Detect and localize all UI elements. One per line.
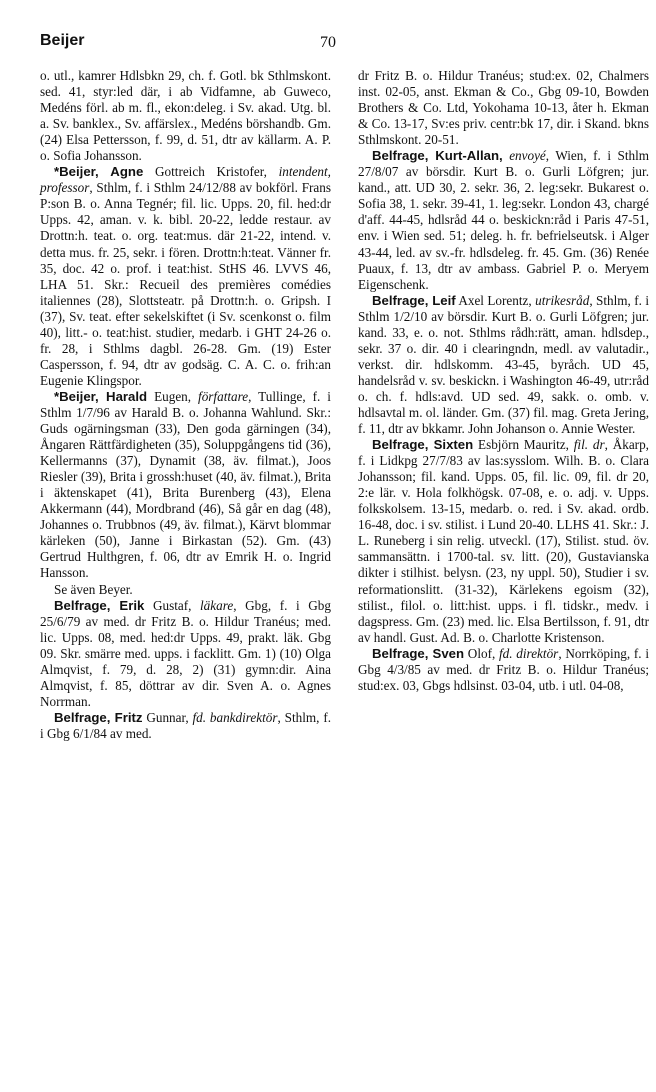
entry-kurt-allan-belfrage bbox=[358, 148, 649, 292]
continued-entry-text: dr Fritz B. o. Hildur Tranéus; stud:ex. 02, Chalmers inst. 02-05, anst. Ekman & Co., Gbg 09-10, Bowden Brothers & Co. Ltd, Yokohama 10-13, åter h. Ekman & Co. 13-17, Sv:es priv. centr:bk 17, dir. i Skand. bkns Sthlmskont. 20-51. bbox=[358, 68, 649, 148]
entry-headword: Belfrage, Fritz bbox=[54, 709, 143, 725]
entry-leif-belfrage bbox=[358, 293, 649, 437]
entry-title: fd. bankdirektör bbox=[192, 709, 278, 725]
entry-body: , Sthlm, f. i Sthlm 1/2/10 av börsdir. Kurt B. o. Gurli Löfgren; jur. kand. 33, e. o. not. Sthlms rådh:rätt, aman. hdlsdep., sekr. 37 o. dir. 40 i clearingndn, medl. av valutadir., verkst. dir. hdlskomm. 43-45, byråch. UD 45, handelsråd v. sv. beskickn. i Washington 46-49, utr:råd o. ch. f. hdls:avd. UD sed. 49, sakk. o. omb. v. hdlsavtal m. ol. länder. Gm. (37) fil. mag. Greta Jering, f. 11, dtr av bkkamr. John Johanson o. Annie Wester. bbox=[358, 292, 649, 437]
entry-title: fil. dr bbox=[573, 437, 605, 453]
right-column bbox=[358, 68, 649, 694]
entry-given-names: Gustaf, bbox=[144, 597, 201, 613]
entry-title: läkare bbox=[200, 597, 234, 613]
entry-body: , Tullinge, f. i Sthlm 1/7/96 av Harald B. o. Johanna Wahlund. Skr.: Guds ogärningsman (33), Den goda gärningen (34), Ångaren Rättfärdigheten (35), Soluppgångens tid (36), Kellermanns (37), Dynamit (38, äv. filmat.), Joos Riesler (39), Brita i grossh:huset (40, äv. filmat.), Brita i äktenskapet (41), Brita Burenberg (43), Elena Akkermann (44), Mordbrand (46), Så går en dag (48), Johannes o. Trubbnos (49, äv. filmat.), Kärvt blommar kärleken (50), Janne i Birkastan (52). Gm. (43) Gertrud Hulthgren, f. 06, dtr av Emrik H. o. Ingrid Hansson. bbox=[40, 388, 331, 581]
entry-headword: Belfrage, Sven bbox=[372, 645, 465, 661]
entry-given-names: Olof, bbox=[464, 645, 500, 661]
entry-body: , Wien, f. i Sthlm 27/8/07 av börsdir. Kurt B. o. Gurli Löfgren; jur. kand., att. UD 30, 2. sekr. 36, 2. leg:sekr. Bukarest o. Sofia 38, 1. sekr. 39-41, 1. leg:sekr. London 43, chargé d'aff. 44-45, hdlsråd 44 o. beskickn:råd i Paris 47-51, env. i Wien sed. 51; deleg. h. fr. befrielseutsk. i Alger 43-44, led. av sv.-fr. hdlsdeleg. fr. 45. Gm. (36) Renée Puaux, f. 13, dtr av ambass. Gabriel P. o. Meryem Eigenschenk. bbox=[358, 148, 649, 292]
continued-entry-text: o. utl., kamrer Hdlsbkn 29, ch. f. Gotl. bk Sthlmskont. sed. 41, styr:led där, i ab Vidfamne, ab Guweco, Medéns förl. ab m. fl., ekon:deleg. i Sv. akad. Utg. bl. a. Sv. banklex., Sv. affärslex., Medéns börshandb. Gm. (24) Elsa Pettersson, f. 99, d. 51, dtr av källarm. A. P. o. Sofia Johansson. bbox=[40, 68, 331, 164]
entry-headword: Belfrage, Erik bbox=[54, 597, 145, 613]
entry-body: , Åkarp, f. i Lidkpg 27/7/83 av las:sysslom. Wilh. B. o. Clara Johansson; fil. kand. Upps. 05, fil. lic. 09, fil. dr 20, 2:e lär. v. Hola folkhögsk. 07-08, e. o. adj. v. Upps. folkskolsem. 13-15, medarb. o. red. i Sv. akad. ordb. 16-48, doc. i sv. stilist. i Lund 20-40. LLHS 41. Skr.: J. L. Runeberg i sin relig. utveckl. (17), Stilist. stud. öv. sammansättn. i 1700-tal. sv. litt. (20), Gustavianska dikter i stilhist. belysn. (23, ny uppl. 50), Studier i sv. reformationslitt. (31-32), Kärlekens egoism (32), stilist., filol. o. litt:hist. upps. i fl. tidskr., medv. i dagspress. Gm. (23) med. lic. Elsa Bertilsson, f. 91, dtr av handl. Gust. Ad. B. o. Charlotte Kristenson. bbox=[358, 437, 649, 645]
entry-body: , Sthlm, f. i Gbg 6/1/84 av med. bbox=[40, 709, 332, 741]
running-head-name: Beijer bbox=[40, 32, 85, 49]
entry-title: utrikesråd bbox=[535, 292, 590, 308]
entry-given-names: Axel Lorentz, bbox=[455, 292, 536, 308]
page-number: 70 bbox=[320, 34, 336, 51]
entry-body: , Sthlm, f. i Sthlm 24/12/88 av bokförl. Frans P:son B. o. Anna Tegnér; fil. lic. Upps. 20, fil. hed:dr Upps. 42, aman. v. k. bibl. 20-22, ledde restaur. av Drottn:h. teat. o. org. teat:mus. där 21-22, intend. v. detta mus. fr. 25, sekr. i fören. Drottn:h:teat. Vänner fr. 35, doc. 42 o. prof. i teat:hist. StHS 46. LVVS 46, LHA 51. Skr.: Recueil des premières comédies italiennes (28), Slottsteatr. på Drottn:h. o. Gripsh. I (37), Sv. teat. efter sekelskiftet (i Sv. scenkonst o. film 40), litt.- o. teat:hist. studier, medarb. i GHT 24-26 o. fr. 28, i Sthlms dagbl. 26-28. Gm. (19) Ester Caspersson, f. 94, dtr av godsäg. C. A. C. o. frih:an Eugenie Klingspor. bbox=[40, 180, 331, 388]
entry-title: fd. direktör bbox=[499, 645, 559, 661]
entry-given-names: Esbjörn Mauritz, bbox=[473, 437, 574, 453]
entry-body: , Norrköping, f. i Gbg 4/3/85 av med. dr Fritz B. o. Hildur Tranéus; stud:ex. 03, Gbgs hdlsinst. 03-04, utb. i utl. 04-08, bbox=[358, 645, 649, 693]
entry-harald-beijer bbox=[40, 389, 331, 582]
entry-title: intendent, professor bbox=[40, 164, 331, 196]
entry-headword: Belfrage, Kurt-Allan, bbox=[372, 148, 503, 164]
entry-headword: *Beijer, Harald bbox=[54, 388, 148, 404]
entry-agne-beijer bbox=[40, 164, 331, 389]
entry-erik-belfrage bbox=[40, 598, 331, 710]
see-also-reference: Se även Beyer. bbox=[54, 581, 133, 597]
entry-given-names: Gottreich Kristofer, bbox=[143, 164, 279, 180]
entry-headword: Belfrage, Sixten bbox=[372, 437, 474, 453]
entry-title: envoyé bbox=[509, 148, 546, 164]
entry-given-names: Eugen, bbox=[147, 388, 199, 404]
running-head bbox=[40, 32, 616, 56]
entry-headword: *Beijer, Agne bbox=[54, 164, 144, 180]
entry-body: , Gbg, f. i Gbg 25/6/79 av med. dr Fritz B. o. Hildur Tranéus; med. lic. Upps. 08, med. hed:dr Upps. 49, prakt. läk. Gbg 09. Skr. smärre med. upps. i facklitt. Gm. 1) (10) Olga Almqvist, f. 79, d. 28, 2) (31) gymn:dir. Aina Almqvist, f. 85, döttrar av dir. Sven A. o. Agnes Norrman. bbox=[40, 597, 331, 709]
entry-given-names: Gunnar, bbox=[142, 709, 193, 725]
entry-sixten-belfrage bbox=[358, 437, 649, 646]
left-column bbox=[40, 68, 331, 742]
entry-title: författare bbox=[198, 388, 249, 404]
entry-fritz-belfrage bbox=[40, 710, 331, 742]
entry-sven-belfrage bbox=[358, 646, 649, 694]
entry-headword: Belfrage, Leif bbox=[372, 292, 456, 308]
